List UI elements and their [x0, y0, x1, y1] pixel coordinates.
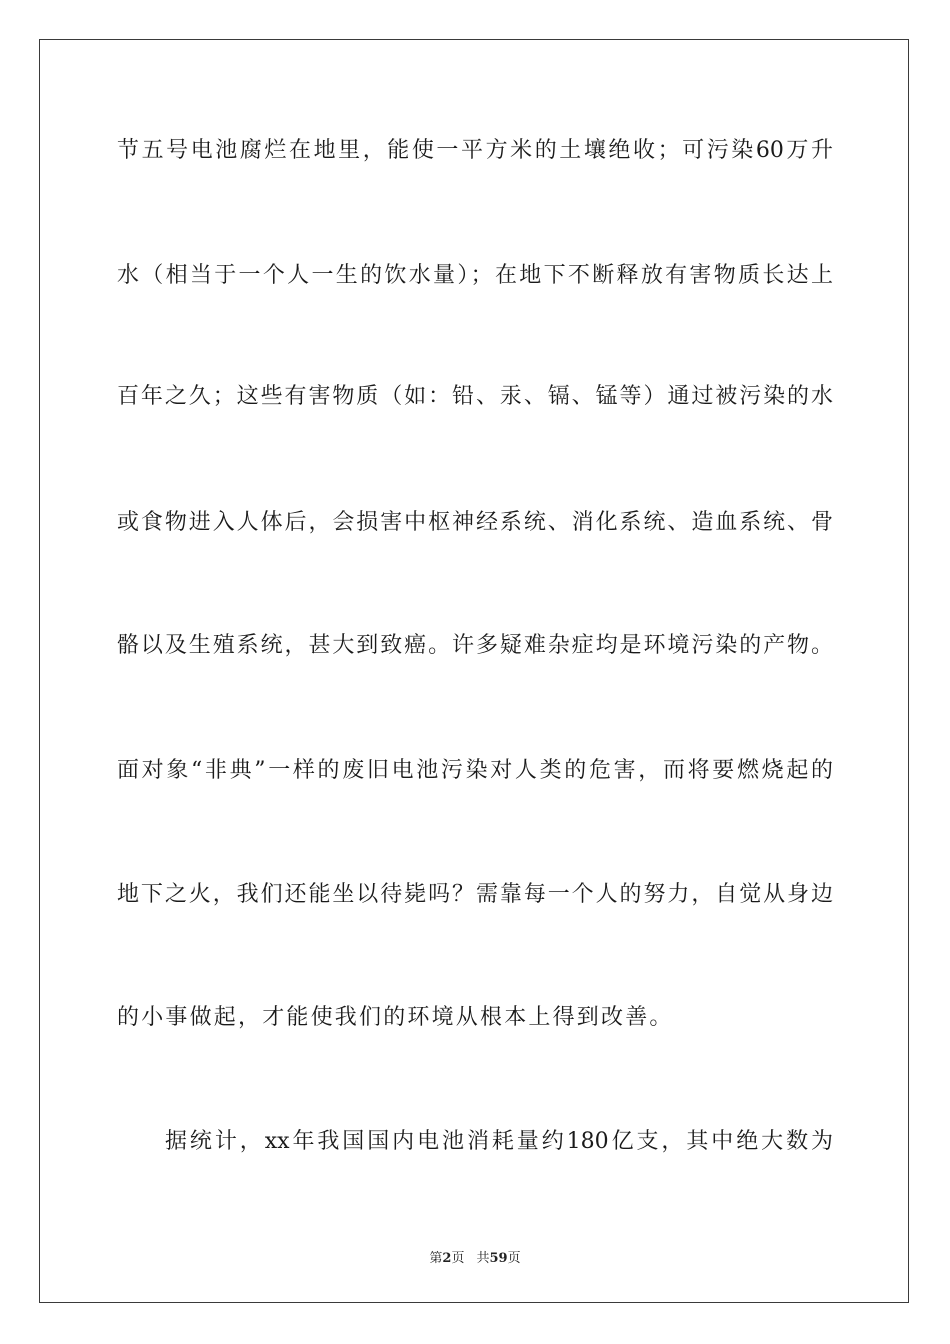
total-label-prefix: 共	[476, 1251, 490, 1266]
total-label-suffix: 页	[507, 1251, 521, 1266]
page-footer	[0, 1247, 950, 1266]
total-pages-number: 59	[489, 1251, 508, 1266]
text-line: 的小事做起，才能使我们的环境从根本上得到改善。	[117, 1005, 674, 1030]
text-line: 面对象“非典”一样的废旧电池污染对人类的危害，而将要燃烧起的	[117, 758, 833, 783]
text-line: 骼以及生殖系统，甚大到致癌。许多疑难杂症均是环境污染的产物。	[117, 633, 833, 658]
text-line: 百年之久；这些有害物质（如：铅、汞、镉、锰等）通过被污染的水	[117, 384, 833, 409]
text-line: 节五号电池腐烂在地里，能使一平方米的土壤绝收；可污染60万升	[117, 138, 833, 163]
page-label-prefix: 第	[429, 1251, 443, 1266]
text-line: 地下之火，我们还能坐以待毙吗？需靠每一个人的努力，自觉从身边	[117, 882, 833, 907]
page-border	[39, 39, 909, 1303]
text-line: 或食物进入人体后，会损害中枢神经系统、消化系统、造血系统、骨	[117, 510, 833, 535]
page-label-suffix: 页	[451, 1251, 465, 1266]
current-page-number: 2	[442, 1251, 452, 1266]
text-line: 水（相当于一个人一生的饮水量）；在地下不断释放有害物质长达上	[117, 263, 833, 288]
paragraph-start-line: 据统计，xx年我国国内电池消耗量约180亿支，其中绝大数为	[165, 1129, 833, 1154]
